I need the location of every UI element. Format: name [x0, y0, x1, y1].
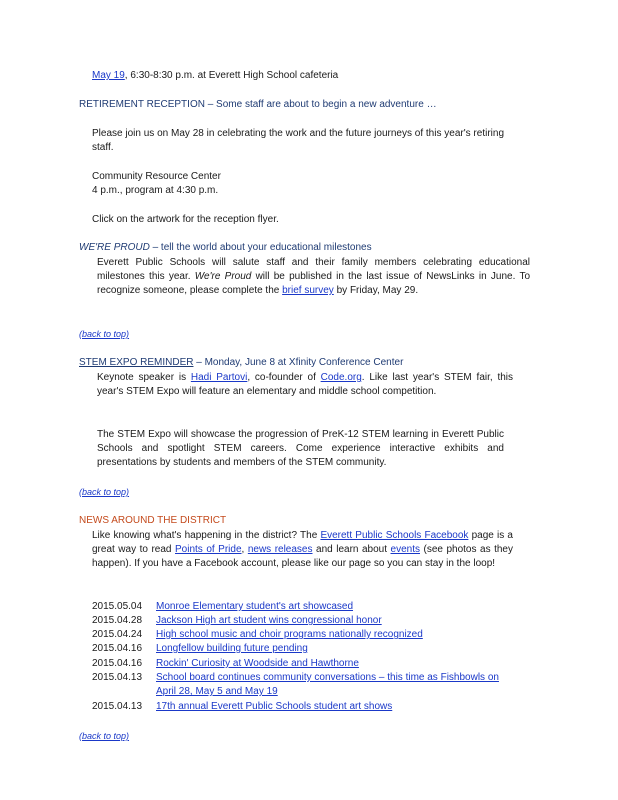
- retirement-venue: Community Resource Center: [92, 171, 221, 182]
- stem-paragraph-2: The STEM Expo will showcase the progression of PreK-12 STEM learning in Everett Public Schools and spotlight STEM careers. Come experience interactive exhibits and presentations by students and members of the STEM community.: [97, 429, 504, 468]
- list-item: [92, 600, 353, 614]
- proud-body: [97, 256, 530, 298]
- news-intro-text-e: (see photos as they happen). If you have a Facebook account, please like our page so you can stay in the loop!: [92, 544, 513, 569]
- hadi-partovi-link[interactable]: Hadi Partovi: [190, 372, 248, 383]
- news-intro-text-d: and learn about: [312, 544, 391, 555]
- list-item: [92, 700, 392, 714]
- proud-deadline: Friday, May 29: [349, 285, 416, 296]
- back-to-top-link[interactable]: (back to top): [79, 731, 130, 741]
- news-date: 2015.05.04: [92, 601, 143, 612]
- news-headline-link[interactable]: 17th annual Everett Public Schools student art shows: [156, 701, 393, 712]
- proud-publication-name: We're Proud: [194, 271, 252, 282]
- news-date: 2015.04.16: [92, 643, 143, 654]
- retirement-body: Please join us on May 28 in celebrating the work and the future journeys of this year's retiring staff.: [92, 128, 504, 153]
- proud-body-text-4: .: [415, 285, 419, 296]
- list-item: [92, 657, 359, 671]
- stem-p1-text-b: , co-founder of: [247, 372, 321, 383]
- news-date: 2015.04.28: [92, 615, 143, 626]
- retirement-lead: – Some staff are about to begin a new adventure …: [204, 99, 437, 110]
- news-date: 2015.04.24: [92, 629, 143, 640]
- proud-body-text-2: will be published in the last issue of NewsLinks in June. To recognize someone, please complete the: [97, 271, 531, 296]
- news-headline-link[interactable]: High school music and choir programs nationally recognized: [156, 629, 423, 640]
- stem-p1-text-c: . Like last year's STEM fair, this year's STEM Expo will feature an elementary and middle school competition.: [97, 372, 514, 397]
- proud-lead: – tell the world about your educational milestones: [149, 242, 372, 253]
- news-headline-link[interactable]: Jackson High art student wins congressional honor: [156, 615, 382, 626]
- back-to-top-link[interactable]: (back to top): [79, 329, 130, 339]
- reception-details: , 6:30-8:30 p.m. at Everett High School cafeteria: [124, 70, 339, 81]
- proud-body-text-1: Everett Public Schools will salute staff and their family members celebrating educational milestones this year.: [97, 257, 530, 282]
- retirement-flyer-note: Click on the artwork for the reception flyer.: [92, 214, 279, 225]
- list-item: [92, 642, 308, 656]
- reception-date-link[interactable]: May 19: [92, 70, 125, 81]
- news-date: 2015.04.13: [92, 672, 143, 683]
- news-date: 2015.04.16: [92, 658, 143, 669]
- facebook-page-link[interactable]: Everett Public Schools Facebook: [320, 530, 469, 541]
- list-item: [92, 614, 382, 628]
- retirement-time: 4 p.m., program at 4:30 p.m.: [92, 185, 219, 196]
- retirement-heading: RETIREMENT RECEPTION: [79, 99, 205, 110]
- proud-heading-line: [79, 241, 372, 255]
- events-link[interactable]: events: [390, 544, 420, 555]
- stem-heading-line: [79, 356, 403, 370]
- back-to-top-3: [79, 729, 129, 744]
- list-item: [92, 671, 512, 699]
- stem-lead: – Monday, June 8 at Xfinity Conference Center: [193, 357, 404, 368]
- news-intro-text-c: ,: [241, 544, 248, 555]
- code-org-link[interactable]: Code.org: [320, 372, 362, 383]
- brief-survey-link[interactable]: brief survey: [282, 285, 334, 296]
- news-intro-text-a: Like knowing what's happening in the district? The: [92, 530, 321, 541]
- news-headline-link[interactable]: Longfellow building future pending: [156, 643, 308, 654]
- news-headline-link[interactable]: Monroe Elementary student's art showcased: [156, 601, 354, 612]
- news-headline-link[interactable]: School board continues community conversations – this time as Fishbowls on April 28, May 5 and May 19: [156, 672, 499, 697]
- news-intro-text-b: page is a great way to read: [92, 530, 513, 555]
- stem-paragraph-1: [97, 371, 513, 399]
- proud-body-text-3: by: [333, 285, 350, 296]
- news-releases-link[interactable]: news releases: [247, 544, 313, 555]
- stem-p1-text-a: Keynote speaker is: [97, 372, 191, 383]
- stem-heading: STEM EXPO REMINDER: [79, 357, 194, 368]
- news-intro: [92, 529, 513, 571]
- news-heading: NEWS AROUND THE DISTRICT: [79, 515, 227, 526]
- proud-heading: WE'RE PROUD: [79, 242, 150, 253]
- points-of-pride-link[interactable]: Points of Pride: [175, 544, 242, 555]
- retirement-heading-line: [79, 98, 437, 112]
- back-to-top-link[interactable]: (back to top): [79, 487, 130, 497]
- list-item: [92, 628, 423, 642]
- reception-line: [92, 69, 338, 83]
- news-date: 2015.04.13: [92, 701, 143, 712]
- back-to-top-2: [79, 485, 129, 500]
- news-headline-link[interactable]: Rockin' Curiosity at Woodside and Hawthorne: [156, 658, 359, 669]
- back-to-top-1: [79, 327, 129, 342]
